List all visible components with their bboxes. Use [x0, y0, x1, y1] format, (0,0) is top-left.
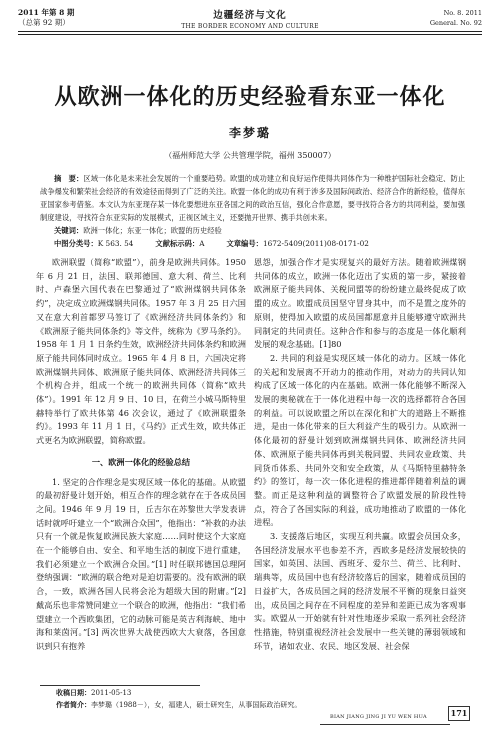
abstract-label: 摘 要：: [54, 174, 84, 183]
journal-title: 边疆经济与文化: [213, 10, 287, 21]
author-bio: [56, 700, 301, 710]
received-date: [56, 688, 131, 698]
issue-number: 2011 年第 8 期: [18, 8, 75, 17]
doc-code-label: 文献标示码：: [155, 239, 200, 248]
article-number-value: 1672-5409(2011)08-0171-02: [262, 239, 369, 248]
doc-code-field: [155, 237, 204, 250]
running-footer: BIAN JIANG JING JI YU WEN HUA: [330, 714, 427, 720]
body-paragraph: 1. 坚定的合作理念是实现区域一体化的基础。从欧盟的最初舒曼计划开始，相互合作的理念就存在于各成员国之间。1946 年 9 月 19 日，丘吉尔在苏黎世大学发表讲话时就呼吁建立一个“欧洲合众国”，他指出：“补救的办法只有一个就是恢复欧洲民族大家庭……同时使这个大家庭在一个能够自由、安全、和平地生活的制度下进行重建，我们必须建立一个欧洲合众国。”[1] 时任联邦德国总理阿登纳强调：“欧洲的联合绝对是迫切需要的。没有欧洲的联合，一致，欧洲各国人民将会沦为超级大国的附庸。”[2] 戴高乐也非常赞同建立一个联合的欧洲，他指出：“我们希望建立一个西欧集团，它的动脉可能是英吉利海峡、地中海和莱茵河。”[3] 两次世界大战使西欧大大衰落，各国意识到只有抱养: [36, 476, 246, 651]
footer-rule: [320, 724, 450, 725]
clc-value: K 563. 54: [97, 239, 134, 248]
keywords: [40, 224, 465, 237]
header-rule-thin: [18, 34, 482, 35]
page-number: 171: [448, 706, 470, 721]
header-issue-en: [430, 8, 482, 28]
article-number-label: 文章编号：: [226, 239, 263, 248]
issue-number-en: No. 8. 2011: [443, 9, 482, 17]
footnote-rule: [40, 685, 200, 686]
clc-field: [54, 237, 133, 250]
header-journal: [150, 7, 350, 30]
received-value: 2011-05-13: [91, 689, 132, 697]
abstract-text: 区域一体化是未来社会发展的一个重要趋势。欧盟的成功建立和良好运作使得共同体作为一种维护国际社会稳定、防止战争爆发和繁荣社会经济的有效途径而得到了广泛的关注。欧盟一体化的成功有利于涉多及国际间政治、经济合作的新经验，值得东亚国家参考借鉴。本文认为东亚现存某一体化要想进东亚各国之间的政治互信，强化合作意愿，要寻找符合各方的共同利益，要加强制度建设，寻找符合东亚实际的发展模式，正视区域主义，还要抛开世界、携手共创未来。: [40, 174, 466, 222]
total-issue-number: （总第 92 期）: [18, 18, 70, 27]
received-label: 收稿日期：: [56, 688, 91, 697]
author-bio-label: 作者简介：: [56, 700, 91, 709]
article-number-field: [226, 237, 368, 250]
abstract: [40, 172, 465, 224]
body-paragraph: 3. 支援落后地区，实现互利共赢。欧盟会员国众多，各国经济发展水平也参差不齐，西欧多是经济发展较快的国家，如英国、法国、西班牙、爱尔兰、荷兰、比利时、瑞典等，成员国中也有经济较落后的国家，随着成员国的日益扩大，各成员国之间的经济发展不平衡的现象日益突出，成员国之间存在不同程度的差异和差距已成为客观事实。欧盟从一开始就有针对性地逐步采取一系列社会经济性措施，特别重视经济社会发展中一些关键的薄弱领域和环节，诸如农业、农民、地区发展、社会保: [254, 531, 466, 651]
keywords-text: 欧洲一体化；东亚一体化；欧盟的历史经验: [83, 226, 222, 235]
body-paragraph: 欧洲联盟（简称“欧盟”），前身是欧洲共同体。1950 年 6 月 21 日，法国、联邦德国、意大利、荷兰、比利时、卢森堡六国代表在巴黎通过了“欧洲煤钢共同体条约”，决定成立欧洲煤钢共同体。1957 年 3 月 25 日六国又在意大利首都罗马签订了《欧洲经济共同体条约》和《欧洲原子能共同体条约》等文件，统称为《罗马条约》。1958 年 1 月 1 日条约生效，欧洲经济共同体条约和欧洲原子能共同体同时成立。1965 年 4 月 8 日，六国决定将欧洲煤钢共同体、欧洲原子能共同体、欧洲经济共同体三个机构合并，组成一个统一的欧洲共同体（简称“欧共体”）。1991 年 12 月 9 日、10 日，在荷兰小城马斯特里赫特举行了欧共体第 46 次会议，通过了《欧洲联盟条约》。1993 年 11 月 1 日，《马约》正式生效，欧共体正式更名为欧洲联盟，简称欧盟。: [36, 257, 246, 446]
section-heading: 一、欧洲一体化的经验总结: [91, 456, 191, 467]
article-author: 李梦璐: [228, 126, 271, 140]
clc-label: 中图分类号：: [54, 239, 98, 248]
doc-code-value: A: [199, 239, 205, 248]
classification-row: [40, 237, 465, 250]
journal-title-en: THE BORDER ECONOMY AND CULTURE: [181, 23, 319, 30]
author-affiliation: （福州师范大学 公共管理学院，福州 350007）: [164, 151, 336, 160]
body-paragraph: 恩怨，加强合作才是实现复兴的最好方法。随着欧洲煤钢共同体的成立，欧洲一体化迈出了实质的第一步，紧接着欧洲原子能共同体、关税同盟等的纷纷建立最终促成了欧盟的成立。欧盟成员国坚守冒身其中，而不是置之度外的原则，使得加入欧盟的成员国都愿意并且能够遵守欧洲共同制定的共同责任。这种合作和参与的态度是一体化顺利发展的观念基础。[1]80: [254, 257, 466, 350]
author-bio-text: 李梦璐（1988－），女，福建人，硕士研究生，从事国际政治研究。: [91, 701, 302, 709]
header-issue: [18, 8, 74, 28]
keywords-label: 关键词：: [54, 226, 84, 235]
abstract-block: [40, 172, 465, 250]
total-issue-number-en: General. No. 92: [429, 19, 482, 27]
body-paragraph: 2. 共同的利益是实现区域一体化的动力。区域一体化的关起和发展离不开动力的推动作用，对动力的共同认知构成了区域一体化的内在基础。欧洲一体化能够不断深入发展的奥秘就在于一体化进程中每一次的选择都符合各国的利益。可以说欧盟之所以在深化和扩大的道路上不断推进，是由一体化带来的巨大利益产生的吸引力。从欧洲一体化最初的舒曼计划到欧洲煤钢共同体、欧洲经济共同体、欧洲原子能共同体再到关税同盟、共同农业政策、共同货币体系、共同外交和安全政策，从《马斯特里赫特条约》的签订，每一次一体化进程的推进都伴随着利益的调整。而正是这种利益的调整符合了欧盟发展的阶段性特点，符合了各国实际的利益，成功地推动了欧盟的一体化进程。: [254, 352, 466, 528]
body-column-left: [36, 256, 246, 654]
article-title: 从欧洲一体化的历史经验看东亚一体化: [54, 84, 446, 110]
header-rule: [18, 31, 482, 32]
body-column-right: [254, 256, 466, 653]
